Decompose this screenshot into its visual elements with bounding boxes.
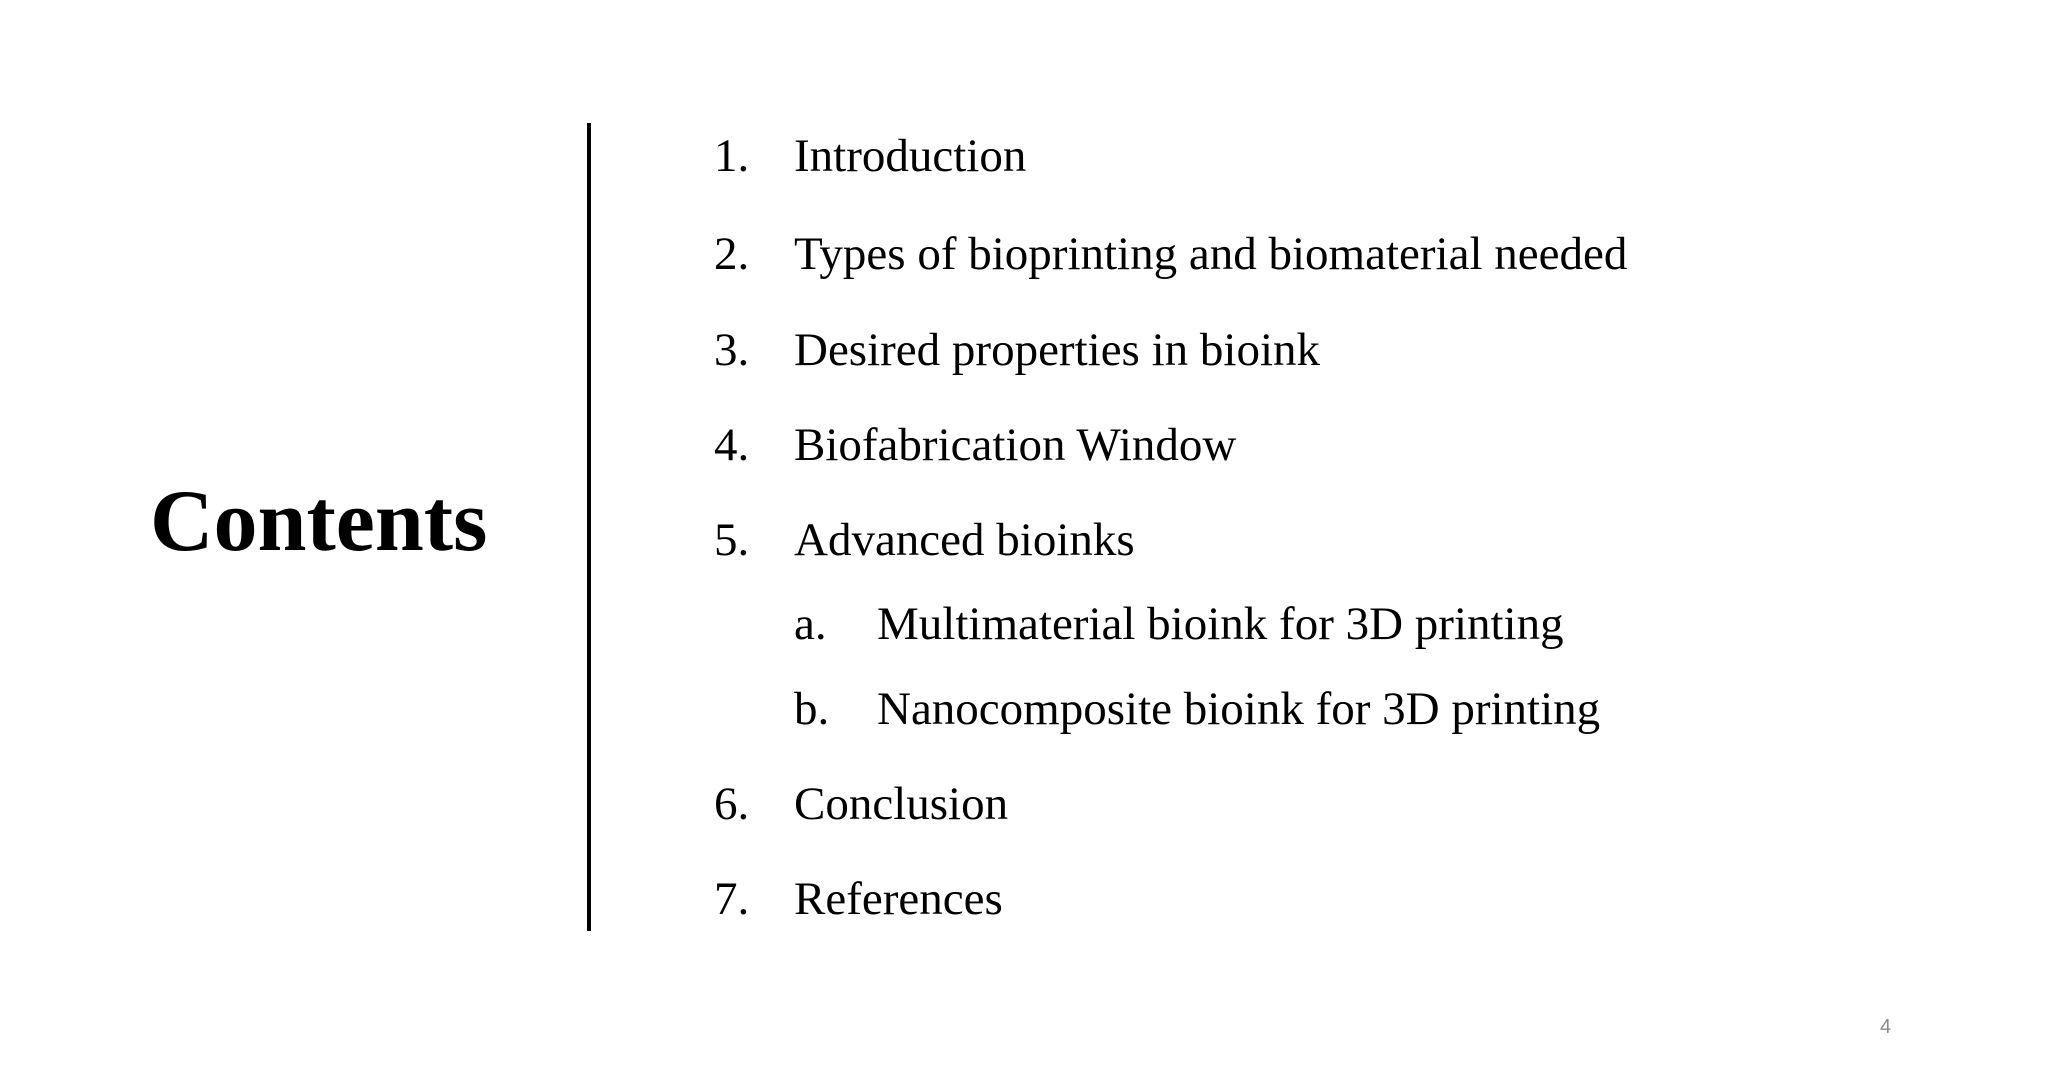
- toc-item-number: 4.: [714, 419, 750, 471]
- toc-subitem-letter: b.: [794, 683, 830, 735]
- toc-item-number: 2.: [714, 228, 750, 280]
- toc-item-label: Types of bioprinting and biomaterial needed: [794, 228, 1628, 280]
- toc-item-label: Advanced bioinks: [794, 514, 1135, 566]
- toc-item-label: Introduction: [794, 130, 1027, 182]
- toc-item-number: 5.: [714, 514, 750, 566]
- toc-item-number: 1.: [714, 130, 750, 182]
- toc-item-label: Biofabrication Window: [794, 419, 1237, 471]
- slide-title: Contents: [150, 473, 488, 570]
- toc-item-number: 7.: [714, 873, 750, 925]
- page-number: 4: [1880, 1016, 1892, 1038]
- toc-item-label: Desired properties in bioink: [794, 324, 1321, 376]
- toc-subitem-letter: a.: [794, 598, 827, 650]
- vertical-divider: [587, 123, 591, 931]
- toc-item-number: 6.: [714, 778, 750, 830]
- toc-subitem-label: Multimaterial bioink for 3D printing: [877, 598, 1564, 650]
- toc-subitem-label: Nanocomposite bioink for 3D printing: [877, 683, 1601, 735]
- toc-item-number: 3.: [714, 324, 750, 376]
- toc-item-label: References: [794, 873, 1003, 925]
- toc-item-label: Conclusion: [794, 778, 1009, 830]
